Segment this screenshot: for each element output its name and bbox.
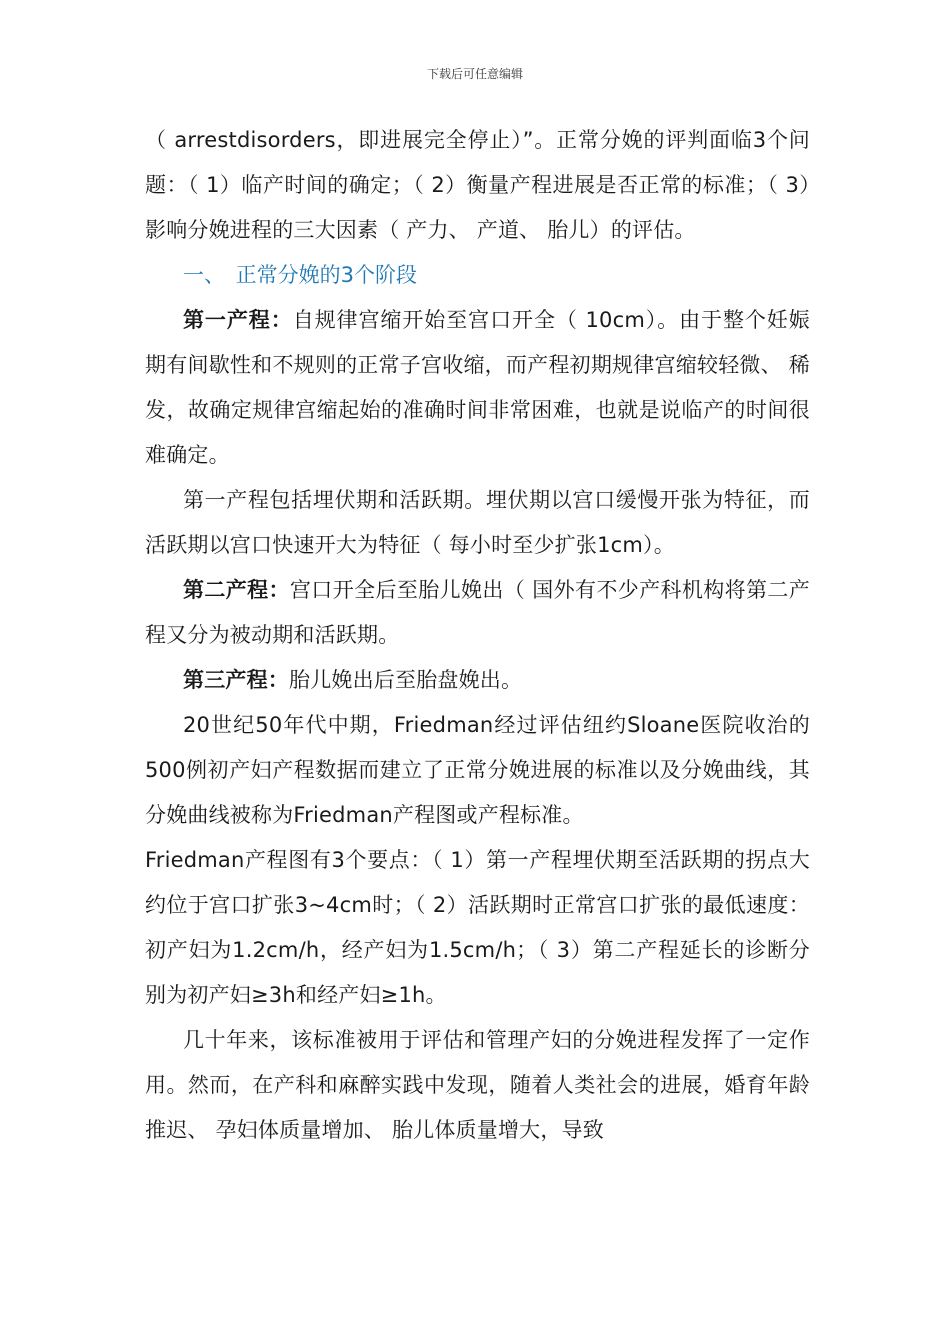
stage3-paragraph [145, 658, 810, 703]
stage3-text: 胎儿娩出后至胎盘娩出。 [289, 668, 523, 692]
decades-paragraph: 几十年来，该标准被用于评估和管理产妇的分娩进程发挥了一定作用。然而，在产科和麻醉实践中发现，随着人类社会的进展，婚育年龄推迟、 孕妇体质量增加、 胎儿体质量增大，导致 [145, 1028, 810, 1142]
page-header-note: 下载后可任意编辑 [426, 67, 523, 81]
stage1-label: 第一产程： [183, 308, 293, 332]
friedman-points-paragraph: Friedman产程图有3个要点：（ 1）第一产程埋伏期至活跃期的拐点大约位于宫口扩张3~4cm时；（ 2）活跃期时正常宫口扩张的最低速度：初产妇为1.2cm/h，经产妇为1.5cm/h；（ 3）第二产程延长的诊断分别为初产妇≥3h和经产妇≥1h。 [145, 848, 810, 1007]
intro-paragraph: （ arrestdisorders，即进展完全停止）”。正常分娩的评判面临3个问题：（ 1）临产时间的确定；（ 2）衡量产程进展是否正常的标准；（ 3）影响分娩进程的三大因素（ 产力、 产道、 胎儿）的评估。 [145, 128, 810, 242]
stage2-paragraph [145, 568, 810, 658]
stage1-paragraph [145, 298, 810, 478]
friedman-history-paragraph: 20世纪50年代中期，Friedman经过评估纽约Sloane医院收治的500例初产妇产程数据而建立了正常分娩进展的标准以及分娩曲线，其分娩曲线被称为Friedman产程图或产程标准。 [145, 713, 810, 827]
stage2-label: 第二产程： [183, 578, 290, 602]
document-body [145, 118, 810, 1153]
stage1-text: 自规律宫缩开始至宫口开全（ 10cm）。由于整个妊娠期有间歇性和不规则的正常子宫收缩，而产程初期规律宫缩较轻微、 稀发，故确定规律宫缩起始的准确时间非常困难，也就是说临产的时间很难确定。 [145, 308, 810, 467]
section-heading: 一、 正常分娩的3个阶段 [183, 263, 418, 287]
stage2-text: 宫口开全后至胎儿娩出（ 国外有不少产科机构将第二产程又分为被动期和活跃期。 [145, 578, 810, 647]
stage3-label: 第三产程： [183, 668, 289, 692]
stage1-phases-paragraph: 第一产程包括埋伏期和活跃期。埋伏期以宫口缓慢开张为特征，而活跃期以宫口快速开大为特征（ 每小时至少扩张1cm）。 [145, 488, 810, 557]
